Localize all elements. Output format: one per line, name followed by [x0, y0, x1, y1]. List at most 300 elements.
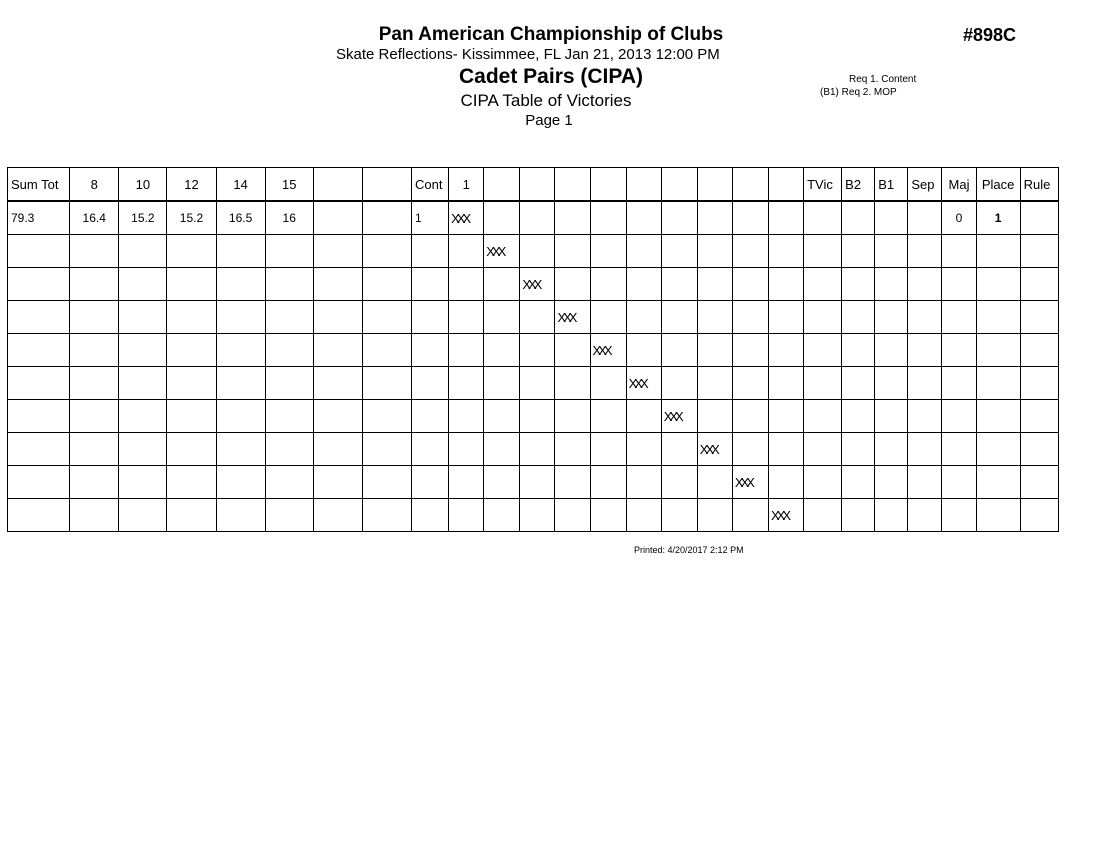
table-cell [804, 367, 842, 400]
table-cell [590, 466, 626, 499]
table-cell [362, 466, 411, 499]
table-cell [732, 268, 768, 301]
table-cell [697, 400, 732, 433]
table-cell [265, 499, 313, 532]
table-cell [626, 433, 661, 466]
table-cell [976, 367, 1020, 400]
table-cell [8, 499, 70, 532]
table-cell [768, 301, 803, 334]
table-cell [976, 499, 1020, 532]
table-cell [484, 367, 520, 400]
table-cell [661, 301, 697, 334]
header-row [8, 168, 1059, 202]
table-cell [804, 433, 842, 466]
table-cell [119, 301, 167, 334]
table-cell [908, 466, 942, 499]
table-cell [1020, 367, 1058, 400]
table-cell [484, 201, 520, 235]
table-cell [875, 201, 908, 235]
table-cell [590, 201, 626, 235]
self-comparison-cell [555, 301, 590, 334]
table-cell [119, 268, 167, 301]
table-cell [265, 235, 313, 268]
table-cell [520, 466, 555, 499]
cross-mark: XXX [592, 342, 610, 358]
cross-mark: XXX [770, 507, 788, 523]
table-cell [412, 334, 449, 367]
table-cell [842, 301, 875, 334]
table-row [8, 499, 1059, 532]
table-cell [732, 201, 768, 235]
table-cell [1020, 499, 1058, 532]
table-cell [8, 466, 70, 499]
self-comparison-cell [449, 201, 484, 235]
table-cell [449, 301, 484, 334]
table-cell [119, 433, 167, 466]
table-cell [216, 301, 265, 334]
table-cell [804, 400, 842, 433]
table-cell [412, 301, 449, 334]
table-cell [70, 334, 119, 367]
table-cell [520, 367, 555, 400]
table-cell: 15.2 [119, 201, 167, 235]
table-row [8, 400, 1059, 433]
table-cell [167, 499, 216, 532]
table-cell [520, 499, 555, 532]
table-cell [875, 499, 908, 532]
table-cell [768, 466, 803, 499]
table-cell [362, 301, 411, 334]
column-header [362, 168, 411, 202]
column-header: 10 [119, 168, 167, 202]
table-cell [942, 235, 976, 268]
table-cell [804, 466, 842, 499]
column-header: 8 [70, 168, 119, 202]
cross-mark: XXX [486, 243, 504, 259]
table-cell [661, 268, 697, 301]
table-cell: 1 [412, 201, 449, 235]
table-cell [842, 400, 875, 433]
table-cell [8, 367, 70, 400]
table-cell: 16.4 [70, 201, 119, 235]
table-cell [119, 466, 167, 499]
table-cell [412, 433, 449, 466]
table-cell [804, 301, 842, 334]
column-header: B2 [842, 168, 875, 202]
table-cell [661, 367, 697, 400]
page-number [0, 112, 1100, 129]
table-cell [70, 301, 119, 334]
table-cell [520, 235, 555, 268]
table-cell [626, 268, 661, 301]
table-cell [875, 268, 908, 301]
table-cell [216, 400, 265, 433]
table-cell [70, 400, 119, 433]
table-cell [732, 433, 768, 466]
table-cell [804, 334, 842, 367]
table-cell [697, 466, 732, 499]
table-cell: 15.2 [167, 201, 216, 235]
table-row [8, 433, 1059, 466]
table-cell [590, 301, 626, 334]
table-cell [908, 334, 942, 367]
table-cell [119, 235, 167, 268]
table-cell [942, 466, 976, 499]
table-cell [626, 400, 661, 433]
table-cell [8, 268, 70, 301]
table-cell [942, 400, 976, 433]
table-cell [119, 334, 167, 367]
table-cell [313, 201, 362, 235]
column-header [520, 168, 555, 202]
cross-mark: XXX [451, 210, 469, 226]
table-cell [908, 367, 942, 400]
table-cell [768, 334, 803, 367]
table-cell [804, 499, 842, 532]
table-cell [313, 334, 362, 367]
cross-mark: XXX [557, 309, 575, 325]
table-cell [216, 268, 265, 301]
table-cell [976, 235, 1020, 268]
table-cell [942, 367, 976, 400]
table-cell [626, 334, 661, 367]
table-cell [520, 400, 555, 433]
table-cell [449, 334, 484, 367]
table-cell [875, 433, 908, 466]
table-cell [875, 301, 908, 334]
table-cell [590, 499, 626, 532]
table-cell [167, 466, 216, 499]
table-cell: 16.5 [216, 201, 265, 235]
self-comparison-cell [732, 466, 768, 499]
table-cell [70, 499, 119, 532]
table-cell [70, 268, 119, 301]
cross-mark: XXX [663, 408, 681, 424]
table-cell [804, 235, 842, 268]
table-row [8, 201, 1059, 235]
table-cell: 79.3 [8, 201, 70, 235]
table-cell [555, 201, 590, 235]
table-cell [313, 301, 362, 334]
table-cell [484, 334, 520, 367]
page-number-text: Page 1 [525, 112, 573, 129]
table-cell [265, 400, 313, 433]
table-cell [167, 400, 216, 433]
column-header [768, 168, 803, 202]
table-cell [976, 268, 1020, 301]
table-cell [697, 367, 732, 400]
self-comparison-cell [484, 235, 520, 268]
table-cell [313, 433, 362, 466]
table-cell [976, 466, 1020, 499]
table-cell [976, 433, 1020, 466]
table-cell [167, 235, 216, 268]
table-cell [697, 268, 732, 301]
table-cell [449, 268, 484, 301]
table-cell [313, 235, 362, 268]
table-cell [768, 268, 803, 301]
table-cell [590, 235, 626, 268]
table-cell [976, 400, 1020, 433]
table-cell [484, 466, 520, 499]
table-cell [626, 201, 661, 235]
table-cell [412, 400, 449, 433]
table-cell [484, 301, 520, 334]
table-cell [842, 334, 875, 367]
table-cell [412, 466, 449, 499]
table-cell [661, 499, 697, 532]
column-header [313, 168, 362, 202]
table-cell [216, 367, 265, 400]
table-cell [70, 466, 119, 499]
table-cell [265, 433, 313, 466]
cross-mark: XXX [699, 441, 717, 457]
table-cell [768, 201, 803, 235]
table-cell [555, 367, 590, 400]
table-cell [590, 433, 626, 466]
table-cell [484, 268, 520, 301]
column-header: TVic [804, 168, 842, 202]
table-cell [362, 334, 411, 367]
table-row [8, 466, 1059, 499]
table-cell [908, 433, 942, 466]
table-cell [661, 433, 697, 466]
table-cell [449, 235, 484, 268]
table-cell [942, 301, 976, 334]
column-header: 12 [167, 168, 216, 202]
table-cell [313, 268, 362, 301]
column-header [590, 168, 626, 202]
table-cell [555, 268, 590, 301]
column-header: Sep [908, 168, 942, 202]
table-cell [313, 367, 362, 400]
table-cell [8, 301, 70, 334]
table-cell [167, 268, 216, 301]
table-cell [732, 334, 768, 367]
column-header [555, 168, 590, 202]
column-header [697, 168, 732, 202]
table-row [8, 268, 1059, 301]
table-cell [484, 499, 520, 532]
table-cell [119, 499, 167, 532]
column-header [661, 168, 697, 202]
table-cell [732, 499, 768, 532]
table-cell [875, 466, 908, 499]
table-cell [520, 301, 555, 334]
table-cell [412, 367, 449, 400]
table-cell [167, 433, 216, 466]
table-cell [313, 499, 362, 532]
victories-table [7, 167, 1059, 532]
table-cell [265, 367, 313, 400]
table-cell [119, 367, 167, 400]
table-cell [804, 201, 842, 235]
table-cell [362, 268, 411, 301]
table-cell [265, 466, 313, 499]
table-cell [313, 466, 362, 499]
table-cell [661, 466, 697, 499]
table-cell [661, 201, 697, 235]
table-cell [875, 235, 908, 268]
table-cell [842, 433, 875, 466]
table-cell [908, 235, 942, 268]
table-cell [1020, 433, 1058, 466]
table-cell [942, 433, 976, 466]
table-cell [362, 201, 411, 235]
table-cell [842, 499, 875, 532]
column-header: Sum Tot [8, 168, 70, 202]
table-cell [449, 466, 484, 499]
table-cell [1020, 235, 1058, 268]
table-cell [768, 235, 803, 268]
table-cell [167, 367, 216, 400]
table-cell [216, 499, 265, 532]
table-cell [732, 400, 768, 433]
table-cell [842, 367, 875, 400]
table-cell [412, 268, 449, 301]
column-header: 14 [216, 168, 265, 202]
table-cell [908, 301, 942, 334]
table-cell [1020, 268, 1058, 301]
table-name-text: CIPA Table of Victories [460, 91, 632, 110]
self-comparison-cell [768, 499, 803, 532]
table-cell [875, 400, 908, 433]
table-cell [520, 201, 555, 235]
table-cell [449, 433, 484, 466]
table-cell [449, 400, 484, 433]
table-cell [976, 301, 1020, 334]
column-header: Rule [1020, 168, 1058, 202]
table-row [8, 334, 1059, 367]
table-cell [1020, 400, 1058, 433]
table-cell [119, 400, 167, 433]
table-cell [265, 334, 313, 367]
table-cell [412, 235, 449, 268]
table-cell [412, 499, 449, 532]
table-cell [1020, 201, 1058, 235]
requirement-2: (B1) Req 2. MOP [820, 87, 897, 98]
column-header: Place [976, 168, 1020, 202]
self-comparison-cell [590, 334, 626, 367]
table-cell [70, 433, 119, 466]
table-cell [908, 201, 942, 235]
table-cell [732, 301, 768, 334]
table-cell [216, 466, 265, 499]
table-cell [1020, 466, 1058, 499]
table-cell [908, 268, 942, 301]
table-cell [697, 235, 732, 268]
table-cell [768, 400, 803, 433]
table-cell [976, 334, 1020, 367]
table-cell [555, 400, 590, 433]
table-cell [8, 334, 70, 367]
table-cell [942, 268, 976, 301]
table-cell [661, 334, 697, 367]
table-cell [908, 499, 942, 532]
table-cell [590, 268, 626, 301]
column-header: Maj [942, 168, 976, 202]
table-cell [362, 433, 411, 466]
table-cell [626, 466, 661, 499]
table-cell [216, 433, 265, 466]
column-header: Cont [412, 168, 449, 202]
table-cell [484, 433, 520, 466]
table-cell [697, 499, 732, 532]
table-cell [842, 235, 875, 268]
column-header [484, 168, 520, 202]
table-cell [875, 367, 908, 400]
table-cell [313, 400, 362, 433]
table-cell [942, 334, 976, 367]
event-name-text: Cadet Pairs (CIPA) [459, 65, 643, 88]
table-cell [804, 268, 842, 301]
table-cell [265, 268, 313, 301]
table-cell [216, 235, 265, 268]
event-name [0, 65, 1100, 89]
table-cell [908, 400, 942, 433]
self-comparison-cell [697, 433, 732, 466]
table-cell: 16 [265, 201, 313, 235]
table-cell [697, 334, 732, 367]
table-cell [555, 499, 590, 532]
column-header: 15 [265, 168, 313, 202]
requirement-1: Req 1. Content [849, 74, 917, 85]
table-cell [8, 235, 70, 268]
column-header: B1 [875, 168, 908, 202]
column-header: 1 [449, 168, 484, 202]
table-cell [555, 235, 590, 268]
table-cell [449, 499, 484, 532]
printed-timestamp: Printed: 4/20/2017 2:12 PM [634, 545, 744, 555]
table-cell [216, 334, 265, 367]
table-cell [842, 466, 875, 499]
table-cell [1020, 301, 1058, 334]
table-cell [555, 334, 590, 367]
table-cell [590, 400, 626, 433]
table-cell [70, 235, 119, 268]
table-cell [626, 499, 661, 532]
report-title [0, 24, 1100, 46]
self-comparison-cell [661, 400, 697, 433]
table-cell [484, 400, 520, 433]
table-row [8, 367, 1059, 400]
table-cell [590, 367, 626, 400]
table-cell [626, 301, 661, 334]
self-comparison-cell [520, 268, 555, 301]
table-row [8, 301, 1059, 334]
table-cell [875, 334, 908, 367]
table-cell [697, 301, 732, 334]
cross-mark: XXX [522, 276, 540, 292]
table-cell [8, 400, 70, 433]
self-comparison-cell [626, 367, 661, 400]
cross-mark: XXX [628, 375, 646, 391]
table-name [0, 91, 1100, 111]
table-cell [70, 367, 119, 400]
table-cell [362, 235, 411, 268]
venue-date-line: Skate Reflections- Kissimmee, FL Jan 21, 2013 12:00 PM [336, 46, 720, 63]
table-cell [362, 499, 411, 532]
table-cell [768, 367, 803, 400]
table-cell: 1 [976, 201, 1020, 235]
table-cell [732, 235, 768, 268]
table-cell [555, 466, 590, 499]
document-id: #898C [963, 25, 1017, 45]
table-cell [555, 433, 590, 466]
table-cell [661, 235, 697, 268]
table-cell [842, 268, 875, 301]
table-cell [697, 201, 732, 235]
